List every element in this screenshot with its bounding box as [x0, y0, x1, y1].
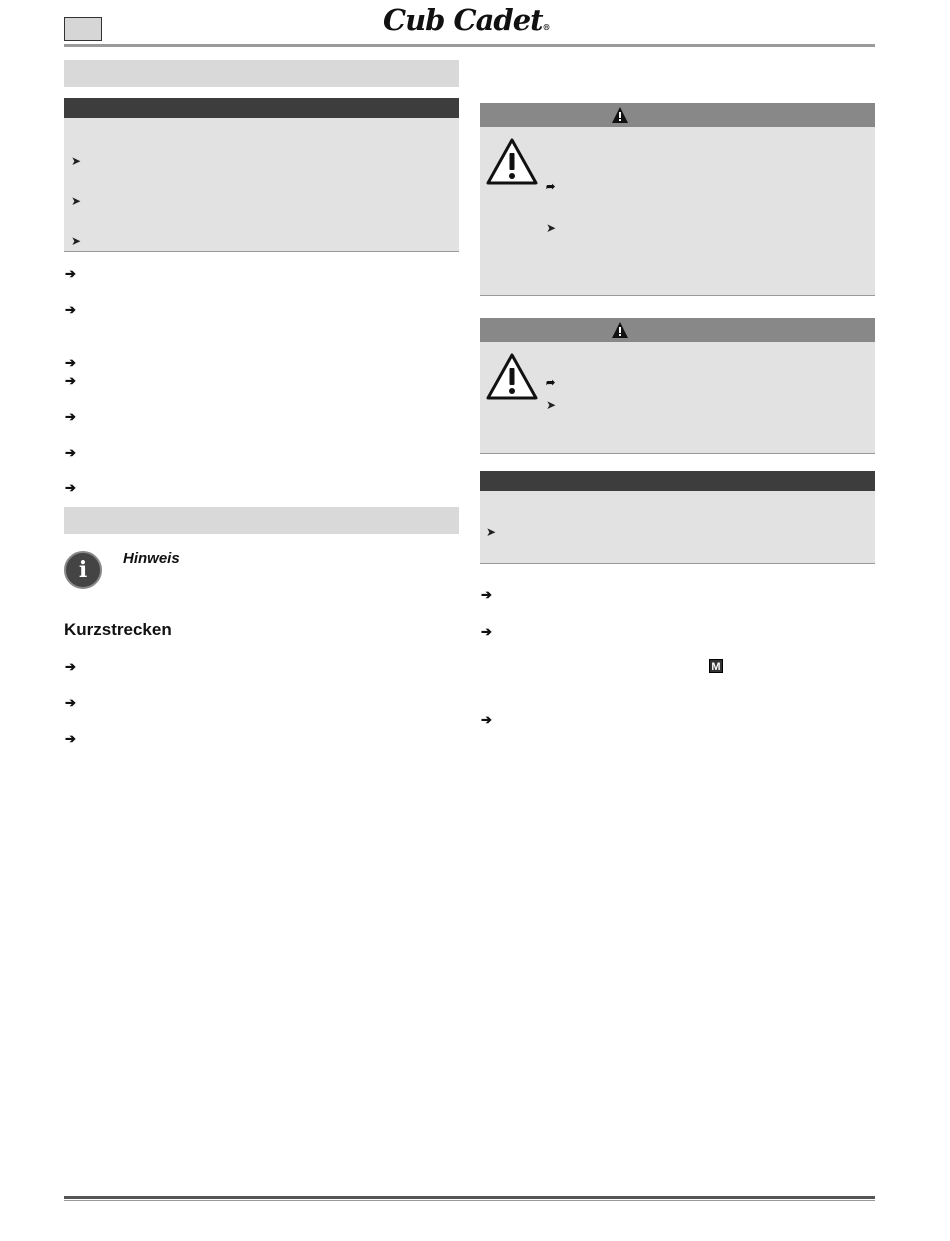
warning-triangle-icon — [611, 321, 629, 339]
chevron-bullet-icon: ➤ — [546, 398, 557, 412]
brand-logo: Cub Cadet® — [383, 3, 551, 37]
page-number-tab — [64, 17, 102, 41]
registered-mark: ® — [542, 22, 551, 32]
arrow-bullet-icon: ➔ — [65, 302, 76, 317]
warning-header — [480, 318, 875, 342]
arrow-bullet-icon: ➔ — [65, 409, 76, 424]
warning-triangle-icon — [611, 106, 629, 124]
arrow-bullet-icon: ➔ — [65, 355, 76, 370]
section-heading: Kurzstrecken — [64, 620, 172, 639]
warning-box — [480, 342, 875, 454]
warning-triangle-icon — [486, 137, 538, 185]
arrow-bullet-icon: ➔ — [65, 659, 76, 674]
info-icon: i — [64, 551, 102, 589]
info-box — [480, 491, 875, 564]
warning-header — [480, 103, 875, 127]
info-box-header — [480, 471, 875, 491]
note-label: Hinweis — [123, 550, 180, 567]
chevron-bullet-icon: ➤ — [71, 194, 82, 208]
footer-rule — [64, 1196, 875, 1199]
arrow-bullet-icon: ➔ — [65, 695, 76, 710]
section-title-bar — [64, 60, 459, 87]
header-rule — [64, 44, 875, 47]
instruction-arrow-icon: ➦ — [546, 181, 556, 193]
chevron-bullet-icon: ➤ — [71, 154, 82, 168]
info-box — [64, 118, 459, 252]
arrow-bullet-icon: ➔ — [481, 587, 492, 602]
arrow-bullet-icon: ➔ — [65, 480, 76, 495]
info-box-header — [64, 98, 459, 118]
warning-box — [480, 127, 875, 296]
chevron-bullet-icon: ➤ — [71, 234, 82, 248]
arrow-bullet-icon: ➔ — [65, 373, 76, 388]
chevron-bullet-icon: ➤ — [486, 525, 497, 539]
chevron-bullet-icon: ➤ — [546, 221, 557, 235]
arrow-bullet-icon: ➔ — [481, 712, 492, 727]
warning-triangle-icon — [486, 352, 538, 400]
instruction-arrow-icon: ➦ — [546, 377, 556, 389]
arrow-bullet-icon: ➔ — [65, 445, 76, 460]
arrow-bullet-icon: ➔ — [65, 266, 76, 281]
arrow-bullet-icon: ➔ — [65, 731, 76, 746]
arrow-bullet-icon: ➔ — [481, 624, 492, 639]
section-title-bar — [64, 507, 459, 534]
maintenance-m-icon: M — [709, 659, 723, 673]
footer-rule-thin — [64, 1200, 875, 1201]
